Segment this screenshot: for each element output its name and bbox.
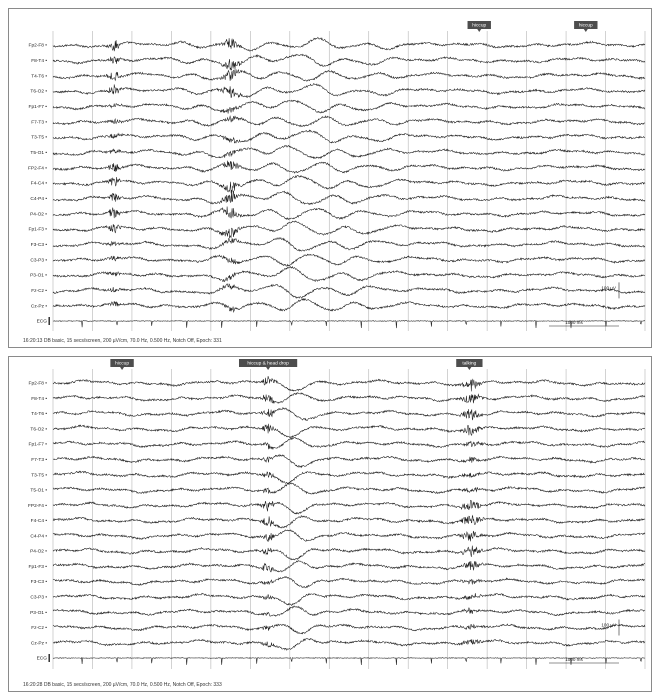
channel-label: Fp2-F8 • [28,43,47,49]
channel-label: Fz-Cz • [31,626,47,632]
eeg-trace [53,321,645,328]
eeg-trace [53,238,645,251]
amplitude-scale-label: 100 µV [601,285,616,291]
event-label: hiccup [472,23,487,29]
eeg-trace [53,254,645,266]
channel-label: FP2-F4 • [27,503,47,509]
channel-label: T4-T6 • [31,74,47,80]
eeg-trace [53,639,645,651]
eeg-trace [53,530,645,542]
eeg-trace [53,284,645,298]
channel-label: P4-O2 • [30,212,47,218]
eeg-trace [53,54,645,70]
channel-label: F3-C3 • [30,580,47,586]
channel-label: ECG [36,656,47,662]
eeg-trace [53,221,645,239]
channel-label: F8-T4 • [31,58,47,64]
eeg-trace [53,624,645,634]
event-marker[interactable] [110,359,133,370]
eeg-trace [53,69,645,81]
eeg-trace [53,161,645,174]
channel-label: C4-P4 • [30,534,47,540]
channel-label: Cz-Pz • [30,641,47,647]
channel-label: Fp1-F7 • [28,104,47,110]
eeg-trace [53,176,645,194]
event-marker[interactable] [239,359,297,370]
channel-label: Fp1-F3 • [28,564,47,570]
eeg-trace [53,455,645,468]
eeg-trace [53,376,645,391]
ecg-marker [49,654,50,662]
channel-label: P4-O2 • [30,549,47,555]
eeg-panel-bottom [8,356,652,692]
channel-label: F4-C4 • [30,181,47,187]
eeg-traces-bottom [9,357,651,691]
eeg-trace [53,408,645,421]
eeg-traces-top [9,9,651,347]
event-label: hiccup [115,361,130,367]
channel-label: Fz-Cz • [31,288,47,294]
eeg-trace [53,500,645,514]
eeg-trace [53,561,645,572]
eeg-trace [53,299,645,312]
eeg-trace [53,606,645,616]
channel-label: Cz-Pz • [30,304,47,310]
channel-label: T4-T6 • [31,412,47,418]
channel-label: Fp2-F8 • [28,381,47,387]
channel-label: C3-P3 • [30,258,47,264]
channel-label: Fp1-F7 • [28,442,47,448]
channel-label: ECG [36,319,47,325]
eeg-trace [53,84,645,98]
eeg-trace [53,471,645,483]
event-label: hiccup & head drop [247,361,289,367]
channel-label: F4-C4 • [30,519,47,525]
channel-label: P3-O1 • [30,610,47,616]
channel-label: T3-T5 • [31,473,47,479]
channel-label: F7-T3 • [31,457,47,463]
eeg-trace [53,658,645,665]
event-label: hiccup [578,23,593,29]
eeg-trace [53,516,645,528]
time-scale-label: 1000 ms [565,320,583,325]
eeg-trace [53,207,645,220]
channel-label: P3-O1 • [30,273,47,279]
eeg-panel-top [8,8,652,348]
eeg-trace [53,393,645,404]
eeg-trace [53,116,645,127]
eeg-trace [53,100,645,113]
channel-label: C3-P3 • [30,595,47,601]
eeg-trace [53,191,645,205]
panel-footer: 16:20:28 DB basic, 15 secs/screen, 200 µV/cm, 70.0 Hz, 0.500 Hz, Notch Off, Epoch: 333 [23,682,222,688]
event-marker[interactable] [574,21,597,32]
time-scale-label: 1000 ms [565,657,583,662]
eeg-trace [53,577,645,588]
eeg-trace [53,130,645,143]
eeg-trace [53,546,645,560]
channel-label: T6-O2 • [30,89,47,95]
channel-label: Fp1-F3 • [28,227,47,233]
event-marker[interactable] [468,21,491,32]
panel-footer: 16:20:13 DB basic, 15 secs/screen, 200 µV/cm, 70.0 Hz, 0.500 Hz, Notch Off, Epoch: 331 [23,338,222,344]
channel-label: FP2-F4 • [27,166,47,172]
channel-label: F7-T3 • [31,120,47,126]
eeg-trace [53,424,645,438]
event-marker[interactable] [456,359,482,370]
amplitude-scale-label: 100 µV [601,622,616,628]
channel-label: F8-T4 • [31,396,47,402]
eeg-trace [53,37,645,51]
ecg-marker [49,317,50,325]
eeg-trace [53,267,645,282]
eeg-trace [53,593,645,605]
event-label: talking [462,361,477,367]
eeg-trace [53,145,645,158]
channel-label: F3-C3 • [30,242,47,248]
eeg-trace [53,437,645,449]
channel-label: C4-P4 • [30,196,47,202]
eeg-trace [53,483,645,494]
channel-label: T3-T5 • [31,135,47,141]
channel-label: T5-O1 • [30,150,47,156]
channel-label: T5-O1 • [30,488,47,494]
channel-label: T6-O2 • [30,427,47,433]
